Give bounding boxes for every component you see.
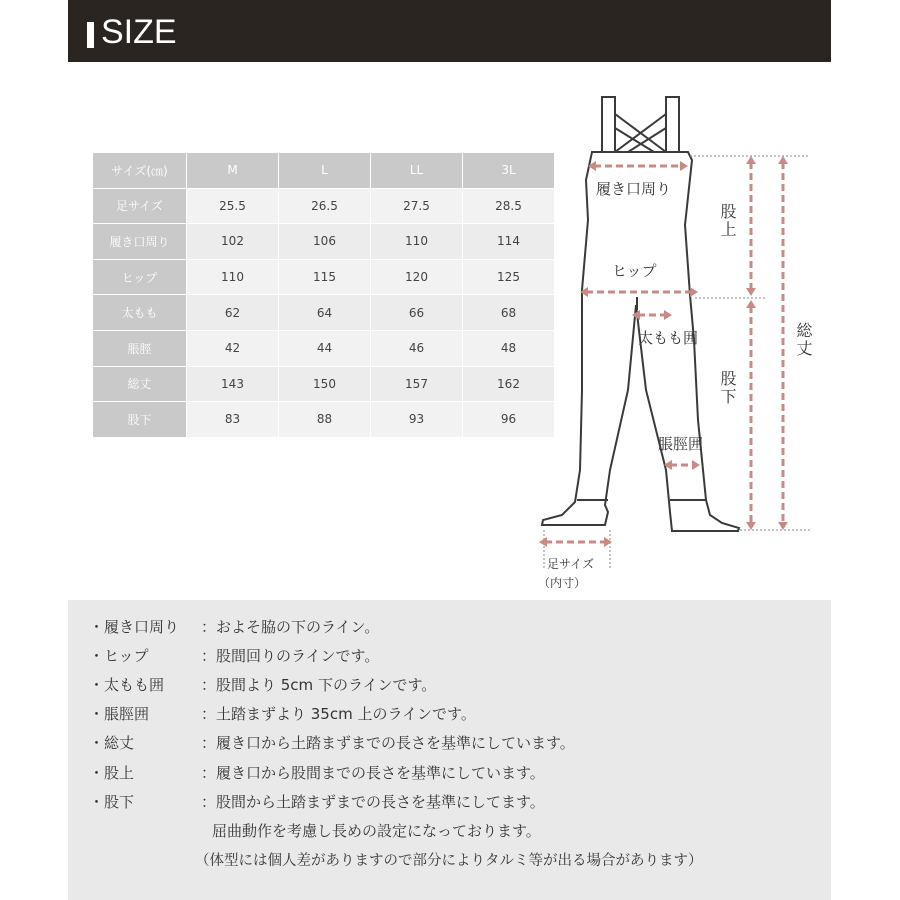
table-cell: 114 (463, 224, 555, 260)
table-cell: 115 (279, 260, 371, 296)
table-cell: 110 (371, 224, 463, 260)
inseam-label: 股下 (718, 370, 737, 406)
note-desc: ：およそ脇の下のライン。 (201, 618, 380, 636)
note-item (89, 645, 379, 666)
row-header: 足サイズ (93, 189, 187, 225)
row-header: 太もも (93, 295, 187, 331)
note-item (89, 791, 545, 812)
table-row (93, 331, 555, 367)
column-header: 3L (463, 153, 555, 189)
row-header: 総丈 (93, 367, 187, 403)
measurement-diagram (530, 90, 830, 600)
note-item (89, 616, 379, 637)
table-cell: 46 (371, 331, 463, 367)
foot-size-label: 足サイズ (547, 557, 595, 571)
suspender-straps (602, 97, 679, 152)
note-extra-line: 屈曲動作を考慮し長めの設定になっております。 (212, 822, 541, 840)
table-cell: 120 (371, 260, 463, 296)
column-header: L (279, 153, 371, 189)
table-cell: 162 (463, 367, 555, 403)
total-length-label: 総丈 (794, 322, 813, 358)
note-desc: ：土踏まずより 35cm 上のラインです。 (201, 705, 476, 723)
note-desc: ：股間回りのラインです。 (201, 647, 380, 665)
table-cell: 83 (187, 402, 279, 438)
row-header: 脹脛 (93, 331, 187, 367)
table-cell: 125 (463, 260, 555, 296)
table-cell: 110 (187, 260, 279, 296)
thigh-label: 太もも囲 (638, 329, 699, 347)
table-cell: 27.5 (371, 189, 463, 225)
row-header: ヒップ (93, 260, 187, 296)
rise-label: 股上 (718, 203, 737, 239)
table-cell: 26.5 (279, 189, 371, 225)
note-term: ・総丈 (89, 734, 135, 752)
row-header: 股下 (93, 402, 187, 438)
row-header: 履き口周り (93, 224, 187, 260)
table-cell: 66 (371, 295, 463, 331)
header-accent-bar (87, 22, 94, 48)
table-cell: 48 (463, 331, 555, 367)
note-disclaimer: （体型には個人差がありますので部分によりタルミ等が出る場合があります） (195, 853, 703, 869)
note-term: ・太もも囲 (89, 676, 165, 694)
header-bar (68, 0, 831, 62)
note-item (89, 762, 545, 783)
note-desc: ：履き口から土踏まずまでの長さを基準にしています。 (201, 734, 575, 752)
size-table (93, 153, 555, 438)
note-term: ・脹脛囲 (89, 705, 150, 723)
table-cell: 102 (187, 224, 279, 260)
note-desc: ：股間から土踏まずまでの長さを基準にしてます。 (201, 793, 545, 811)
table-cell: 68 (463, 295, 555, 331)
table-row (93, 367, 555, 403)
table-row (93, 260, 555, 296)
column-header: M (187, 153, 279, 189)
table-cell: 150 (279, 367, 371, 403)
table-cell: 25.5 (187, 189, 279, 225)
note-item (89, 674, 436, 695)
note-term: ・股下 (89, 793, 135, 811)
table-cell: 64 (279, 295, 371, 331)
note-item (89, 732, 575, 753)
table-row (93, 295, 555, 331)
table-cell: 106 (279, 224, 371, 260)
table-cell: 143 (187, 367, 279, 403)
waist-label: 履き口周り (596, 180, 672, 198)
table-cell: 62 (187, 295, 279, 331)
calf-label: 脹脛囲 (658, 435, 704, 453)
note-term: ・股上 (89, 764, 135, 782)
table-row (93, 189, 555, 225)
column-header: LL (371, 153, 463, 189)
table-cell: 44 (279, 331, 371, 367)
page-title: SIZE (101, 13, 177, 51)
note-item (89, 703, 476, 724)
foot-size-sub-label: （内寸） (538, 576, 587, 590)
table-header-row (93, 153, 555, 189)
table-cell: 28.5 (463, 189, 555, 225)
measurement-arrows (545, 162, 783, 542)
table-cell: 157 (371, 367, 463, 403)
table-cell: 96 (463, 402, 555, 438)
note-desc: ：股間より 5cm 下のラインです。 (201, 676, 437, 694)
note-term: ・ヒップ (89, 647, 149, 665)
note-term: ・履き口周り (89, 618, 180, 636)
table-cell: 93 (371, 402, 463, 438)
hip-label: ヒップ (612, 262, 657, 280)
reference-lines (544, 156, 810, 568)
note-desc: ：履き口から股間までの長さを基準にしています。 (201, 764, 545, 782)
table-row (93, 224, 555, 260)
table-cell: 88 (279, 402, 371, 438)
table-corner-header: サイズ(㎝) (93, 153, 187, 189)
table-row (93, 402, 555, 438)
table-cell: 42 (187, 331, 279, 367)
